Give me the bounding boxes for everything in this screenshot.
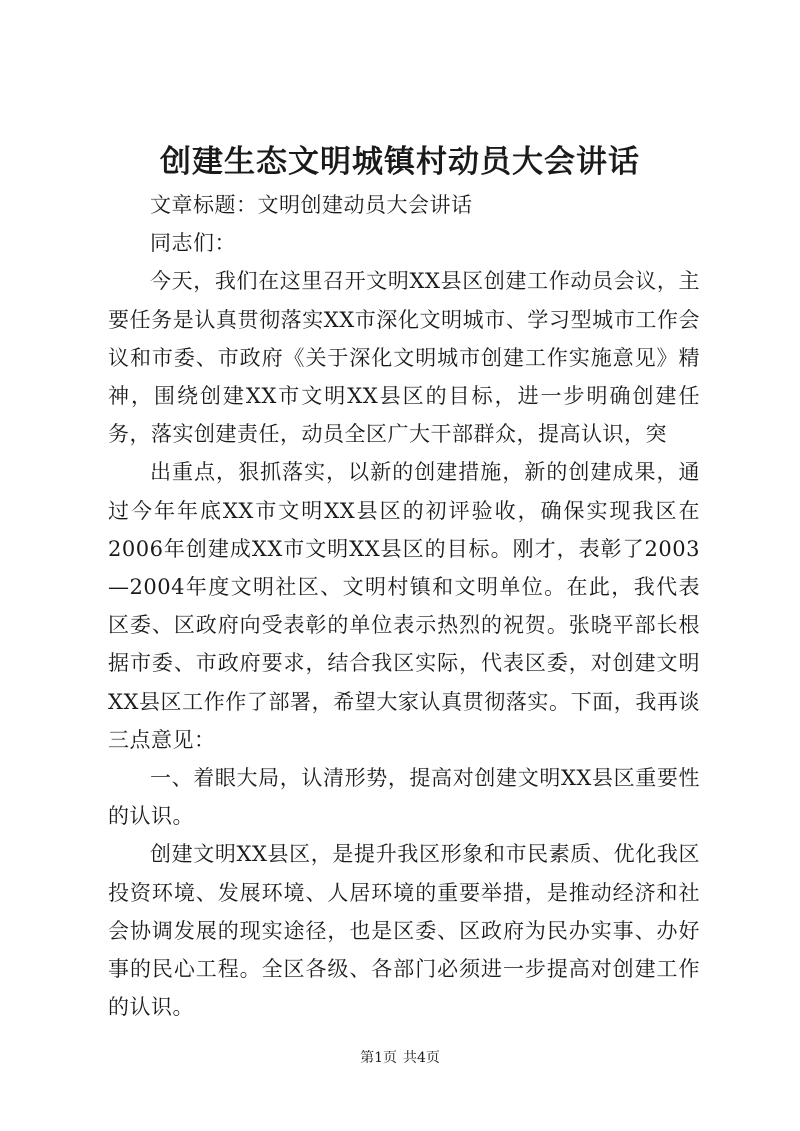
document-title: 创建生态文明城镇村动员大会讲话 — [160, 144, 640, 180]
page-number: 第1页 — [360, 1050, 397, 1066]
page-total: 共4页 — [403, 1050, 440, 1066]
document-body — [108, 186, 700, 1026]
paragraph-section-heading: 一、着眼大局，认清形势，提高对创建文明XX县区重要性的认识。 — [108, 766, 700, 829]
paragraph-section-body: 创建文明XX县区，是提升我区形象和市民素质、优化我区投资环境、发展环境、人居环境的重要举措，是推动经济和社会协调发展的现实途径，也是区委、区政府为民办实事、办好事的民心工程。全区各级、各部门必须进一步提高对创建工作的认识。 — [108, 842, 700, 1020]
paragraph-article-title: 文章标题：文明创建动员大会讲话 — [150, 193, 473, 217]
paragraph-continuation: 出重点，狠抓落实，以新的创建措施，新的创建成果，通过今年年底XX市文明XX县区的初评验收，确保实现我区在2006年创建成XX市文明XX县区的目标。刚才，表彰了2003—2004年度文明社区、文明村镇和文明单位。在此，我代表区委、区政府向受表彰的单位表示热烈的祝贺。张晓平部长根据市委、市政府要求，结合我区实际，代表区委，对创建文明XX县区工作作了部署，希望大家认真贯彻落实。下面，我再谈三点意见： — [108, 460, 700, 752]
paragraph-intro: 今天，我们在这里召开文明XX县区创建工作动员会议，主要任务是认真贯彻落实XX市深化文明城市、学习型城市工作会议和市委、市政府《关于深化文明城市创建工作实施意见》精神，围绕创建XX市文明XX县区的目标，进一步明确创建任务，落实创建责任，动员全区广大干部群众，提高认识，突 — [108, 269, 700, 447]
paragraph-salutation: 同志们： — [150, 231, 236, 256]
page-footer — [0, 1048, 800, 1068]
